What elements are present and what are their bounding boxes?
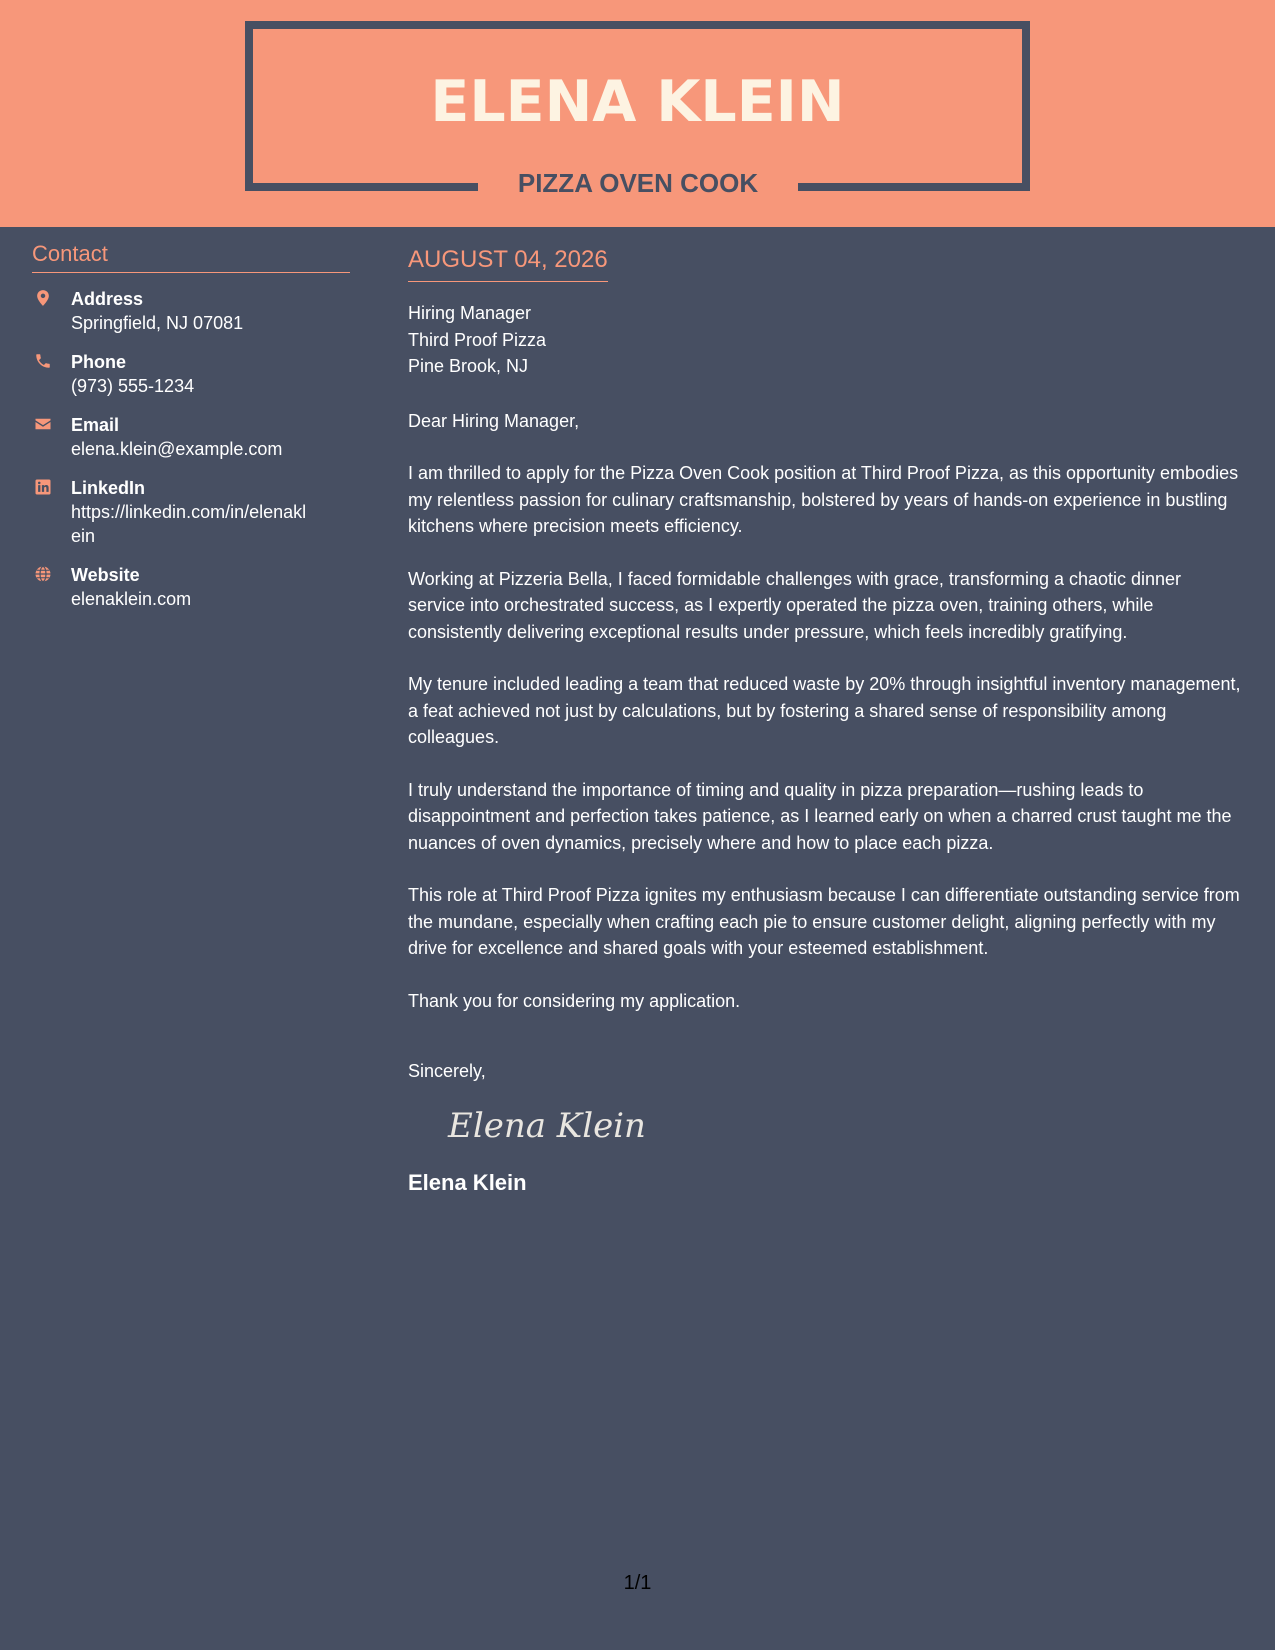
closing-line: Thank you for considering my application. [408,990,741,1011]
job-title: PIZZA OVEN COOK [517,168,759,198]
contact-value-address: Springfield, NJ 07081 [71,313,244,333]
body-paragraph: This role at Third Proof Pizza ignites my enthusiasm because I can differentiate outstanding service from the mundane, especially when crafting each pie to ensure customer delight, aligning perfectly with my drive for excellence and shared goals with your esteemed establishment. [408,885,1240,958]
sign-off: Sincerely, [408,1061,486,1081]
phone-icon [34,352,52,370]
contact-value-linkedin[interactable]: https://linkedin.com/in/elenaklein [71,502,307,546]
header-frame-bottom-right [798,183,1030,191]
salutation: Dear Hiring Manager, [408,410,580,431]
contact-label: Email [71,415,120,435]
body-paragraph: I am thrilled to apply for the Pizza Oven Cook position at Third Proof Pizza, as this opportunity embodies my relentless passion for culinary craftsmanship, bolstered by years of hands-on experience in bustling kitchens where precision meets efficiency. [408,463,1239,536]
body-paragraph: My tenure included leading a team that reduced waste by 20% through insightful inventory management, a feat achieved not just by calculations, but by fostering a shared sense of responsibility among colleagues. [408,674,1241,747]
globe-icon [34,565,52,583]
contact-value-phone: (973) 555-1234 [71,376,195,396]
body-paragraph: Working at Pizzeria Bella, I faced formidable challenges with grace, transforming a chaotic dinner service into orchestrated success, as I expertly operated the pizza oven, training others, while consistently delivering exceptional results under pressure, which feels incredibly gratifying. [408,568,1182,642]
map-pin-icon [34,289,52,307]
contact-item-address [32,287,350,335]
contact-item-linkedin [32,476,350,548]
signer-name: Elena Klein [408,1169,527,1195]
recipient-block [408,300,1243,380]
contact-label: Phone [71,352,127,372]
envelope-icon [34,415,52,433]
contact-item-website [32,563,350,611]
contact-label: Website [71,565,140,585]
contact-item-phone [32,350,350,398]
letter-date: AUGUST 04, 2026 [408,244,608,282]
signature [446,1095,646,1155]
contact-value-website[interactable]: elenaklein.com [71,589,192,609]
applicant-name: ELENA KLEIN [430,69,845,135]
contact-sidebar [32,240,350,626]
contact-label: Address [71,289,144,309]
letter-body [408,244,1243,1198]
contact-label: LinkedIn [71,478,146,498]
recipient-line: Third Proof Pizza [408,329,547,350]
contact-heading: Contact [32,240,350,273]
header-frame-bottom-left [245,183,478,191]
recipient-line: Pine Brook, NJ [408,356,529,376]
page-number: 1/1 [623,1572,652,1594]
svg-text:Elena Klein: Elena Klein [448,1105,646,1146]
body-paragraph: I truly understand the importance of timing and quality in pizza preparation—rushing leads to disappointment and perfection takes patience, as I learned early on when a charred crust taught me the nuances of oven dynamics, precisely where and how to place each pizza. [408,779,1232,853]
recipient-line: Hiring Manager [408,303,532,323]
contact-value-email: elena.klein@example.com [71,439,283,459]
contact-item-email [32,413,350,461]
linkedin-icon [34,478,52,496]
